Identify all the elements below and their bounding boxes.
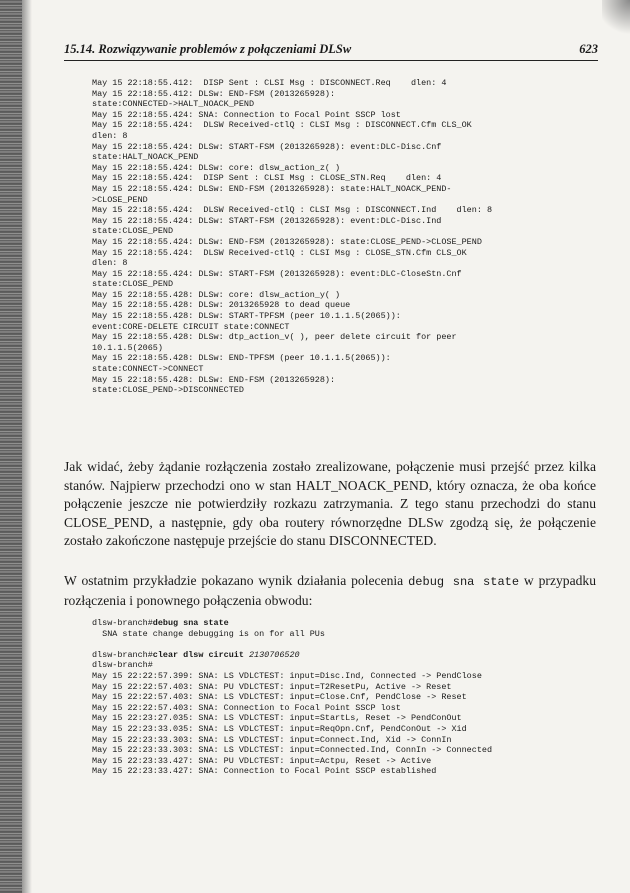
log-line: May 15 22:22:57.403: SNA: Connection to Focal Point SSCP lost bbox=[92, 702, 401, 713]
log-line: dlen: 8 bbox=[92, 130, 128, 141]
log-line: May 15 22:23:27.035: SNA: LS VDLCTEST: input=StartLs, Reset -> PendConOut bbox=[92, 713, 462, 724]
cli-prompt: dlsw-branch# bbox=[92, 660, 153, 671]
log-line: state:CLOSE_PEND bbox=[92, 226, 174, 237]
log-line: May 15 22:18:55.424: DISP Sent : CLSI Msg : CLOSE_STN.Req dlen: 4 bbox=[92, 173, 442, 184]
log-line: May 15 22:23:33.303: SNA: LS VDLCTEST: input=Connected.Ind, ConnIn -> Connected bbox=[92, 745, 493, 756]
log-line: May 15 22:18:55.424: DLSW Received-ctlQ : CLSI Msg : DISCONNECT.Cfm CLS_OK bbox=[92, 120, 472, 131]
log-line: May 15 22:18:55.428: DLSw: 2013265928 to dead queue bbox=[92, 300, 351, 311]
log-block-2 bbox=[92, 671, 602, 777]
cli-line-3 bbox=[92, 660, 602, 671]
log-line: May 15 22:23:33.427: SNA: Connection to Focal Point SSCP established bbox=[92, 766, 437, 777]
log-line: May 15 22:18:55.412: DLSw: END-FSM (2013265928): bbox=[92, 88, 336, 99]
log-line: state:CLOSE_PEND bbox=[92, 279, 174, 290]
cli-blank-line bbox=[92, 639, 602, 650]
log-line: May 15 22:23:33.303: SNA: LS VDLCTEST: input=Connect.Ind, Xid -> ConnIn bbox=[92, 734, 452, 745]
log-line: May 15 22:18:55.424: DLSw: END-FSM (2013265928): state:CLOSE_PEND->CLOSE_PEND bbox=[92, 236, 482, 247]
cli-prompt: dlsw-branch# bbox=[92, 649, 153, 660]
log-line: event:CORE-DELETE CIRCUIT state:CONNECT bbox=[92, 321, 290, 332]
log-line: May 15 22:18:55.424: DLSw: core: dlsw_action_z( ) bbox=[92, 162, 341, 173]
book-binding-shadow bbox=[0, 0, 22, 893]
log-block-1 bbox=[92, 78, 602, 396]
binding-gradient bbox=[22, 0, 32, 893]
cli-response: SNA state change debugging is on for all PUs bbox=[92, 628, 325, 639]
body-paragraph-1: Jak widać, żeby żądanie rozłączenia zostało zrealizowane, połączenie musi przejść przez kilka stanów. Najpierw przechodzi ono w stan HALT_NOACK_PEND, który oznacza, że oba końce połączenie jeszcze nie potwierdziły rozkazu zatrzymania. Z tego stanu przechodzi do stanu CLOSE_PEND, a następnie, gdy oba routery równorzędne DLSw zgodzą się, że połączenie zostało zakończone następuje przejście do stanu DISCONNECTED. bbox=[64, 459, 596, 549]
log-line: May 15 22:22:57.403: SNA: LS VDLCTEST: input=Close.Cnf, PendClose -> Reset bbox=[92, 692, 467, 703]
log-line: state:CLOSE_PEND->DISCONNECTED bbox=[92, 385, 244, 396]
cli-session bbox=[92, 618, 602, 671]
log-line: state:HALT_NOACK_PEND bbox=[92, 152, 199, 163]
page-corner-shadow bbox=[602, 0, 630, 40]
cli-line-2 bbox=[92, 650, 602, 661]
log-line: May 15 22:18:55.428: DLSw: END-FSM (2013265928): bbox=[92, 374, 336, 385]
cli-line-1 bbox=[92, 618, 602, 629]
log-line: May 15 22:18:55.428: DLSw: END-TPFSM (peer 10.1.1.5(2065)): bbox=[92, 353, 391, 364]
cli-prompt: dlsw-branch# bbox=[92, 618, 153, 628]
log-line: May 15 22:22:57.399: SNA: LS VDLCTEST: input=Disc.Ind, Connected -> PendClose bbox=[92, 671, 482, 681]
log-line: state:CONNECT->CONNECT bbox=[92, 364, 204, 375]
paragraph-2-text-after: w przypadku rozłączenia i ponownego połączenia obwodu: bbox=[64, 573, 596, 608]
section-title: 15.14. Rozwiązywanie problemów z połączeniami DLSw bbox=[64, 42, 352, 56]
log-line: May 15 22:18:55.428: DLSw: dtp_action_v( ), peer delete circuit for peer bbox=[92, 332, 457, 343]
cli-command: clear dlsw circuit bbox=[152, 649, 244, 660]
cli-command: debug sna state bbox=[152, 618, 229, 628]
log-line: May 15 22:18:55.424: DLSW Received-ctlQ : CLSI Msg : CLOSE_STN.Cfm CLS_OK bbox=[92, 247, 467, 258]
log-line: May 15 22:18:55.424: DLSw: START-FSM (2013265928): event:DLC-Disc.Cnf bbox=[92, 141, 442, 152]
log-line: May 15 22:18:55.424: DLSw: END-FSM (2013265928): state:HALT_NOACK_PEND- bbox=[92, 183, 452, 194]
inline-command: debug sna state bbox=[408, 575, 520, 589]
body-paragraph-2 bbox=[64, 572, 596, 610]
log-line: May 15 22:18:55.424: SNA: Connection to Focal Point SSCP lost bbox=[92, 109, 401, 120]
log-line: May 15 22:23:33.035: SNA: LS VDLCTEST: input=ReqOpn.Cnf, PendConOut -> Xid bbox=[92, 723, 467, 734]
log-line: May 15 22:18:55.424: DLSw: START-FSM (2013265928): event:DLC-Disc.Ind bbox=[92, 215, 442, 226]
page-number: 623 bbox=[579, 42, 598, 56]
log-line: May 15 22:23:33.427: SNA: PU VDLCTEST: input=Actpu, Reset -> Active bbox=[92, 755, 432, 766]
log-line: 10.1.1.5(2065) bbox=[92, 342, 163, 353]
log-line: dlen: 8 bbox=[92, 258, 128, 269]
log-line: May 15 22:18:55.424: DLSW Received-ctlQ : CLSI Msg : DISCONNECT.Ind dlen: 8 bbox=[92, 205, 493, 216]
log-line: May 15 22:22:57.403: SNA: PU VDLCTEST: input=T2ResetPu, Active -> Reset bbox=[92, 681, 452, 692]
log-line: May 15 22:18:55.424: DLSw: START-FSM (2013265928): event:DLC-CloseStn.Cnf bbox=[92, 268, 462, 279]
log-line: May 15 22:18:55.428: DLSw: START-TPFSM (peer 10.1.1.5(2065)): bbox=[92, 311, 401, 322]
log-line: state:CONNECTED->HALT_NOACK_PEND bbox=[92, 99, 255, 110]
running-header bbox=[64, 38, 598, 61]
paragraph-2-text-before: W ostatnim przykładzie pokazano wynik działania polecenia bbox=[64, 573, 409, 588]
log-line: >CLOSE_PEND bbox=[92, 194, 148, 205]
cli-argument: 2130706520 bbox=[248, 649, 300, 660]
log-line: May 15 22:18:55.412: DISP Sent : CLSI Msg : DISCONNECT.Req dlen: 4 bbox=[92, 78, 447, 88]
log-line: May 15 22:18:55.428: DLSw: core: dlsw_action_y( ) bbox=[92, 289, 341, 300]
